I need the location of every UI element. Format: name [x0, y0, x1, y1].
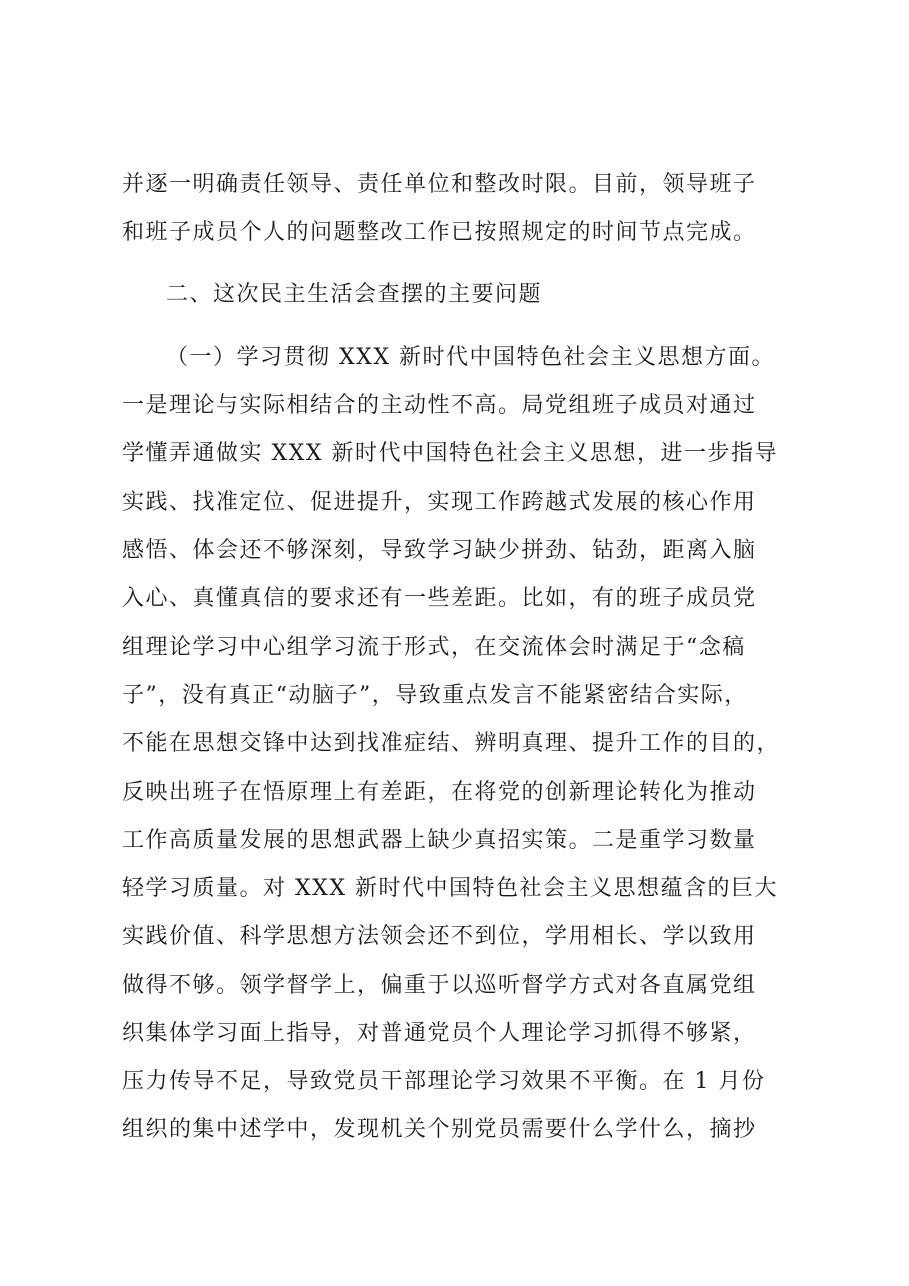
subsection-heading: （一）学习贯彻 XXX 新时代中国特色社会主义思想方面。: [166, 345, 775, 370]
section-heading: 二、这次民主生活会查摆的主要问题: [166, 282, 543, 307]
paragraph-line: 反映出班子在悟原理上有差距，在将党的创新理论转化为推动: [122, 780, 757, 805]
paragraph-line: 一是理论与实际相结合的主动性不高。局党组班子成员对通过: [122, 393, 757, 418]
paragraph-line: 不能在思想交锋中达到找准症结、辨明真理、提升工作的目的，: [122, 731, 781, 756]
paragraph-line: 入心、真懂真信的要求还有一些差距。比如，有的班子成员党: [122, 586, 757, 611]
paragraph-line: 和班子成员个人的问题整改工作已按照规定的时间节点完成。: [122, 220, 757, 245]
paragraph-line: 实践、找准定位、促进提升，实现工作跨越式发展的核心作用: [122, 490, 757, 515]
paragraph-line: 压力传导不足，导致党员干部理论学习效果不平衡。在 1 月份: [122, 1069, 766, 1094]
paragraph-line: 组织的集中述学中，发现机关个别党员需要什么学什么，摘抄: [122, 1117, 757, 1142]
paragraph-line: 感悟、体会还不够深刻，导致学习缺少拼劲、钻劲，距离入脑: [122, 538, 757, 563]
paragraph-line: 组理论学习中心组学习流于形式，在交流体会时满足于“念稿: [122, 635, 746, 660]
paragraph-line: 织集体学习面上指导，对普通党员个人理论学习抓得不够紧，: [122, 1021, 757, 1046]
paragraph-line: 学懂弄通做实 XXX 新时代中国特色社会主义思想，进一步指导: [122, 441, 778, 466]
paragraph-line: 并逐一明确责任领导、责任单位和整改时限。目前，领导班子: [122, 172, 757, 197]
paragraph-line: 工作高质量发展的思想武器上缺少真招实策。二是重学习数量: [122, 828, 757, 853]
paragraph-line: 轻学习质量。对 XXX 新时代中国特色社会主义思想蕴含的巨大: [122, 876, 778, 901]
paragraph-line: 实践价值、科学思想方法领会还不到位，学用相长、学以致用: [122, 924, 757, 949]
paragraph-line: 做得不够。领学督学上，偏重于以巡听督学方式对各直属党组: [122, 973, 757, 998]
paragraph-line: 子”，没有真正“动脑子”，导致重点发言不能紧密结合实际，: [122, 683, 748, 708]
